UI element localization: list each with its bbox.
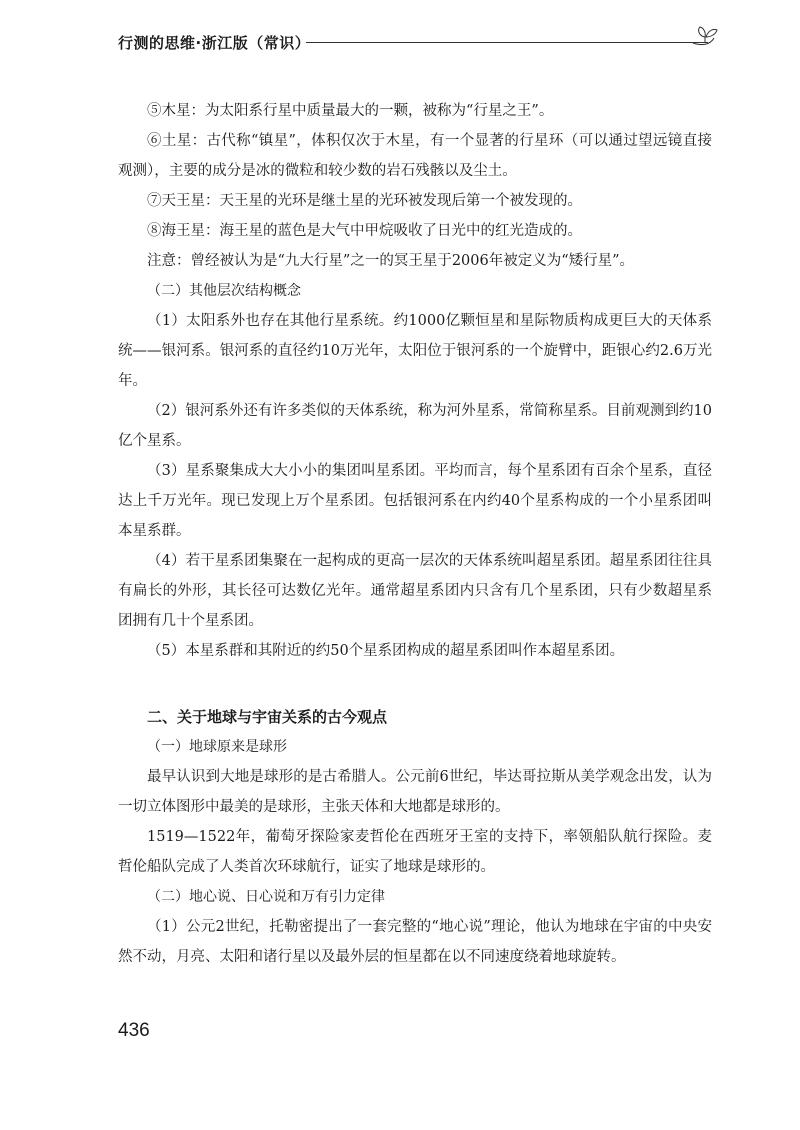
paragraph-jupiter: ⑤木星：为太阳系行星中质量最大的一颗，被称为“行星之王”。 [147,103,554,119]
paragraph-ptolemy: （1）公元2世纪，托勒密提出了一套完整的“地心说”理论，他认为地球在宇宙的中央安然不动，月亮、太阳和诸行星以及最外层的恒星都在以不同速度绕着地球旋转。 [118,919,712,965]
paragraph-local-supercluster: （5）本星系群和其附近的约50个星系团构成的超星系团叫作本超星系团。 [147,643,625,659]
paragraph-superclusters: （4）若干星系团集聚在一起构成的更高一层次的天体系统叫超星系团。超星系团往往具有扁长的外形，其长径可达数亿光年。通常超星系团内只含有几个星系团，只有少数超星系团拥有几十个星系团。 [118,553,712,629]
paragraph-neptune: ⑧海王星：海王星的蓝色是大气中甲烷吸收了日光中的红光造成的。 [147,223,582,239]
subheading-geocentric-heliocentric: （二）地心说、日心说和万有引力定律 [147,889,385,905]
paragraph-ancient-greeks: 最早认识到大地是球形的是古希腊人。公元前6世纪，毕达哥拉斯从美学观念出发，认为一切立体图形中最美的是球形，主张天体和大地都是球形的。 [118,769,712,815]
paragraph-galaxy-clusters: （3）星系聚集成大大小小的集团叫星系团。平均而言，每个星系团有百余个星系，直径达上千万光年。现已发现上万个星系团。包括银河系在内约40个星系构成的一个小星系团叫本星系群。 [118,463,712,539]
paragraph-note-pluto: 注意：曾经被认为是“九大行星”之一的冥王星于2006年被定义为“矮行星”。 [147,253,635,269]
section-heading: 二、关于地球与宇宙关系的古今观点 [147,708,388,726]
header-title: 行测的思维·浙江版（常识） [118,34,311,52]
sprout-icon [690,24,720,50]
header-rule [306,42,708,43]
running-header [118,24,728,60]
subheading-earth-sphere: （一）地球原来是球形 [147,739,287,755]
page-body [118,96,712,972]
paragraph-milky-way: （1）太阳系外也存在其他行星系统。约1000亿颗恒星和星际物质构成更巨大的天体系统——银河系。银河系的直径约10万光年，太阳位于银河系的一个旋臂中，距银心约2.6万光年。 [118,313,712,389]
paragraph-galaxies: （2）银河系外还有许多类似的天体系统，称为河外星系，常简称星系。目前观测到约10亿个星系。 [118,403,712,449]
paragraph-saturn: ⑥土星：古代称“镇星”，体积仅次于木星，有一个显著的行星环（可以通过望远镜直接观测），主要的成分是冰的微粒和较少数的岩石残骸以及尘土。 [118,133,712,179]
paragraph-magellan: 1519—1522年，葡萄牙探险家麦哲伦在西班牙王室的支持下，率领船队航行探险。麦哲伦船队完成了人类首次环球航行，证实了地球是球形的。 [118,829,712,875]
paragraph-uranus: ⑦天王星：天王星的光环是继土星的光环被发现后第一个被发现的。 [147,193,582,209]
page-number: 436 [118,1020,150,1041]
subheading-other-structures: （二）其他层次结构概念 [147,283,301,299]
